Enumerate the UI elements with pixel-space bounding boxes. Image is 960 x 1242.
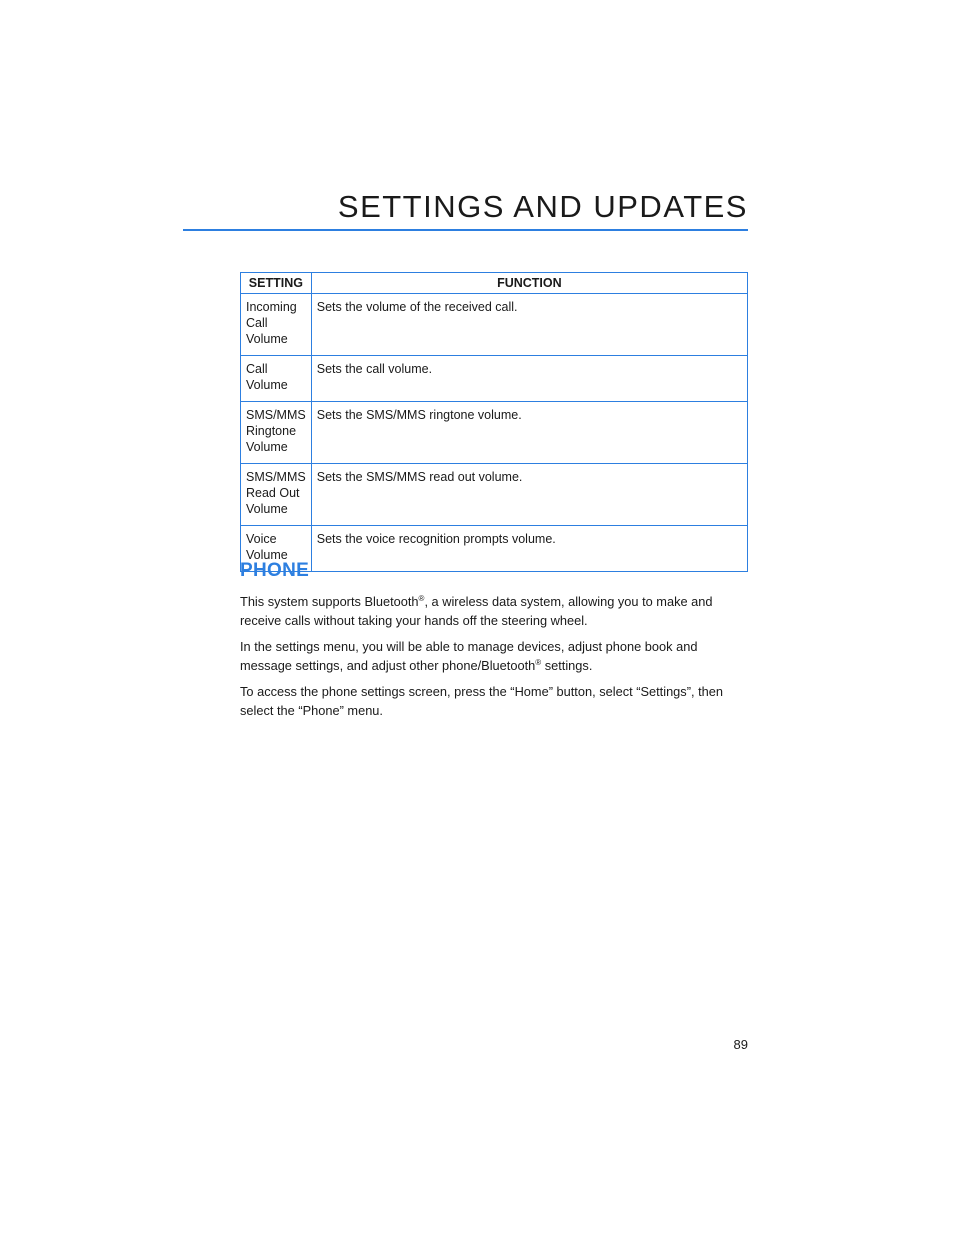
column-header-setting: SETTING [241,273,312,294]
function-cell: Sets the SMS/MMS read out volume. [311,464,747,526]
setting-cell: SMS/MMS Read Out Volume [241,464,312,526]
table-row [241,356,748,402]
function-cell: Sets the voice recognition prompts volume. [311,526,747,572]
setting-cell: Call Volume [241,356,312,402]
table-row [241,402,748,464]
phone-paragraph-3: To access the phone settings screen, press the “Home” button, select “Settings”, then select the “Phone” menu. [240,684,723,718]
column-header-function: FUNCTION [311,273,747,294]
registered-mark: ® [535,658,542,667]
text-span: , a wireless data system, allowing you to make and receive calls without taking your hands off the steering wheel. [240,594,713,628]
text-span: settings. [541,658,593,673]
header-divider [183,229,748,231]
text-span: In the settings menu, you will be able to manage devices, adjust phone book and message settings, and adjust other phone/Bluetooth [240,639,698,673]
text-span: This system supports Bluetooth [240,594,419,609]
function-cell: Sets the SMS/MMS ringtone volume. [311,402,747,464]
phone-paragraph-2 [240,637,752,675]
table-row [241,294,748,356]
setting-cell: Incoming Call Volume [241,294,312,356]
registered-mark: ® [418,594,425,603]
table-row [241,464,748,526]
phone-paragraph-1 [240,592,752,630]
setting-cell: Voice Volume [241,526,312,572]
setting-cell: SMS/MMS Ringtone Volume [241,402,312,464]
phone-heading: PHONE [240,560,310,581]
phone-body [240,592,752,727]
function-cell: Sets the call volume. [311,356,747,402]
function-cell: Sets the volume of the received call. [311,294,747,356]
table-header-row [241,273,748,294]
settings-table [240,272,748,572]
section-title: SETTINGS AND UPDATES [337,189,748,224]
table-row [241,526,748,572]
page-number: 89 [733,1037,748,1052]
